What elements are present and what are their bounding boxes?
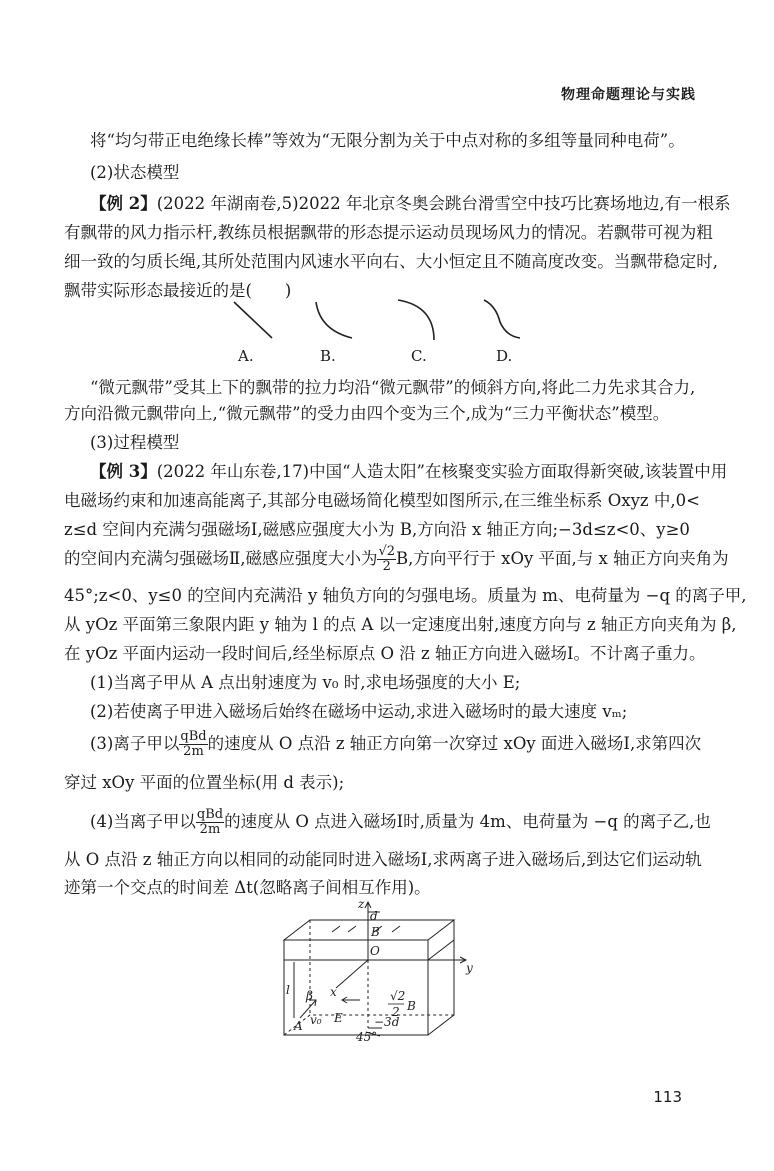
text-line: 在 yOz 平面内运动一段时间后,经坐标原点 O 沿 z 轴正方向进入磁场Ⅰ。不计离子重力。 bbox=[64, 644, 706, 663]
section-heading: (3)过程模型 bbox=[90, 433, 180, 452]
option-label: A. bbox=[238, 347, 254, 365]
slab-front-face bbox=[284, 940, 428, 960]
example-tag: 【例 2】 bbox=[90, 194, 157, 213]
text-span: (2022 年湖南卷,5)2022 年北京冬奥会跳台滑雪空中技巧比赛场地边,有一根系 bbox=[156, 194, 731, 213]
beta-label: β bbox=[306, 989, 313, 1003]
y-label: y bbox=[466, 961, 473, 975]
text-line: 从 yOz 平面第三象限内距 y 轴为 l 的点 A 以一定速度出射,速度方向与 z 轴正方向夹角为 β, bbox=[64, 615, 737, 634]
b-label: B bbox=[371, 925, 380, 939]
question-line: (1)当离子甲从 A 点出射速度为 v₀ 时,求电场强度的大小 E; bbox=[90, 673, 521, 692]
b2-numerator: √2 bbox=[390, 989, 406, 1003]
text-line: 有飘带的风力指示杆,教练员根据飘带的形态提示运动员现场风力的情况。若飘带可视为粗 bbox=[64, 223, 713, 242]
fraction-denominator: 2 bbox=[382, 559, 391, 574]
field-b-arrows bbox=[332, 926, 400, 932]
b2-denominator: 2 bbox=[392, 1005, 400, 1019]
text-span: (2022 年山东卷,17)中国“人造太阳”在核聚变实验方面取得新突破,该装置中用 bbox=[156, 462, 728, 481]
option-a-ribbon bbox=[234, 302, 272, 338]
example-tag: 【例 3】 bbox=[90, 462, 157, 481]
minus-3d-label: −3d bbox=[374, 1015, 400, 1029]
text-line: 45°;z<0、y≤0 的空间内充满沿 y 轴负方向的匀强电场。质量为 m、电荷量为 −q 的离子甲, bbox=[64, 586, 747, 605]
z-label: z bbox=[358, 900, 365, 911]
text-line bbox=[64, 544, 729, 574]
text-span: (3)离子甲以 bbox=[90, 734, 180, 753]
text-line: 迹第一个交点的时间差 Δt(忽略离子间相互作用)。 bbox=[64, 878, 431, 897]
text-line: 方向沿微元飘带向上,“微元飘带”的受力由四个变为三个,成为“三力平衡状态”模型。 bbox=[64, 404, 670, 423]
x-label: x bbox=[330, 985, 337, 999]
text-line: 从 O 点沿 z 轴正方向以相同的动能同时进入磁场Ⅰ,求两离子进入磁场后,到达它们运动轨 bbox=[64, 850, 702, 869]
question-line bbox=[90, 728, 730, 760]
page-number: 113 bbox=[653, 1088, 682, 1106]
text-span: (4)当离子甲以 bbox=[90, 812, 196, 831]
text-span: 的速度从 O 点沿 z 轴正方向第一次穿过 xOy 面进入磁场Ⅰ,求第四次 bbox=[207, 734, 702, 753]
v0-label: v₀ bbox=[310, 1013, 322, 1027]
e-label: E bbox=[334, 1011, 343, 1025]
ribbon-options-figure bbox=[220, 296, 540, 346]
question-line bbox=[90, 806, 730, 838]
text-span: 的空间内充满匀强磁场Ⅱ,磁感应强度大小为 bbox=[64, 549, 378, 568]
text-line: “微元飘带”受其上下的飘带的拉力均沿“微元飘带”的倾斜方向,将此二力先求其合力, bbox=[90, 378, 696, 397]
option-label: D. bbox=[496, 347, 513, 365]
text-line: z≤d 空间内充满匀强磁场Ⅰ,磁感应强度大小为 B,方向沿 x 轴正方向;−3d≤z<0、y≥0 bbox=[64, 520, 690, 539]
text-line: 将“均匀带正电绝缘长棒”等效为“无限分割为关于中点对称的多组等量同种电荷”。 bbox=[90, 131, 685, 150]
option-label: B. bbox=[320, 347, 336, 365]
b2-b-label: B bbox=[407, 999, 416, 1013]
text-line: 穿过 xOy 平面的位置坐标(用 d 表示); bbox=[64, 773, 345, 792]
slab-side-face bbox=[428, 920, 454, 960]
fraction bbox=[179, 730, 207, 759]
fraction-numerator: √2 bbox=[378, 544, 396, 559]
text-line: 飘带实际形态最接近的是( ) bbox=[64, 281, 292, 300]
a-label: A bbox=[294, 1019, 303, 1033]
text-span: 的速度从 O 点进入磁场Ⅰ时,质量为 4m、电荷量为 −q 的离子乙,也 bbox=[224, 812, 711, 831]
d-label: d bbox=[370, 909, 378, 923]
option-b-ribbon bbox=[316, 302, 352, 338]
question-line: (2)若使离子甲进入磁场后始终在磁场中运动,求进入磁场时的最大速度 vₘ; bbox=[90, 702, 628, 721]
section-heading: (2)状态模型 bbox=[90, 163, 180, 182]
fraction-denominator: 2m bbox=[183, 744, 204, 759]
example-line bbox=[90, 194, 730, 213]
text-line: 电磁场约束和加速高能离子,其部分电磁场简化模型如图所示,在三维坐标系 Oxyz 中,0< bbox=[64, 491, 700, 510]
origin-label: O bbox=[370, 944, 380, 958]
fraction bbox=[196, 808, 224, 837]
text-span: B,方向平行于 xOy 平面,与 x 轴正方向夹角为 bbox=[396, 549, 729, 568]
option-d-ribbon bbox=[484, 300, 520, 338]
angle-45-label: 45° bbox=[356, 1030, 378, 1042]
example-line bbox=[90, 462, 730, 481]
fraction bbox=[377, 545, 396, 574]
option-label: C. bbox=[411, 347, 427, 365]
text-line: 细一致的匀质长绳,其所处范围内风速水平向右、大小恒定且不随高度改变。当飘带稳定时, bbox=[64, 252, 718, 271]
fraction-denominator: 2m bbox=[199, 822, 221, 837]
fraction-numerator: qBd bbox=[196, 807, 224, 822]
lower-box-side bbox=[428, 940, 454, 1035]
option-c-ribbon bbox=[398, 300, 434, 340]
field-diagram bbox=[270, 900, 485, 1042]
l-label: l bbox=[286, 983, 290, 997]
fraction-numerator: qBd bbox=[180, 729, 207, 744]
x-axis bbox=[336, 960, 368, 988]
page-header: 物理命题理论与实践 bbox=[561, 87, 696, 103]
